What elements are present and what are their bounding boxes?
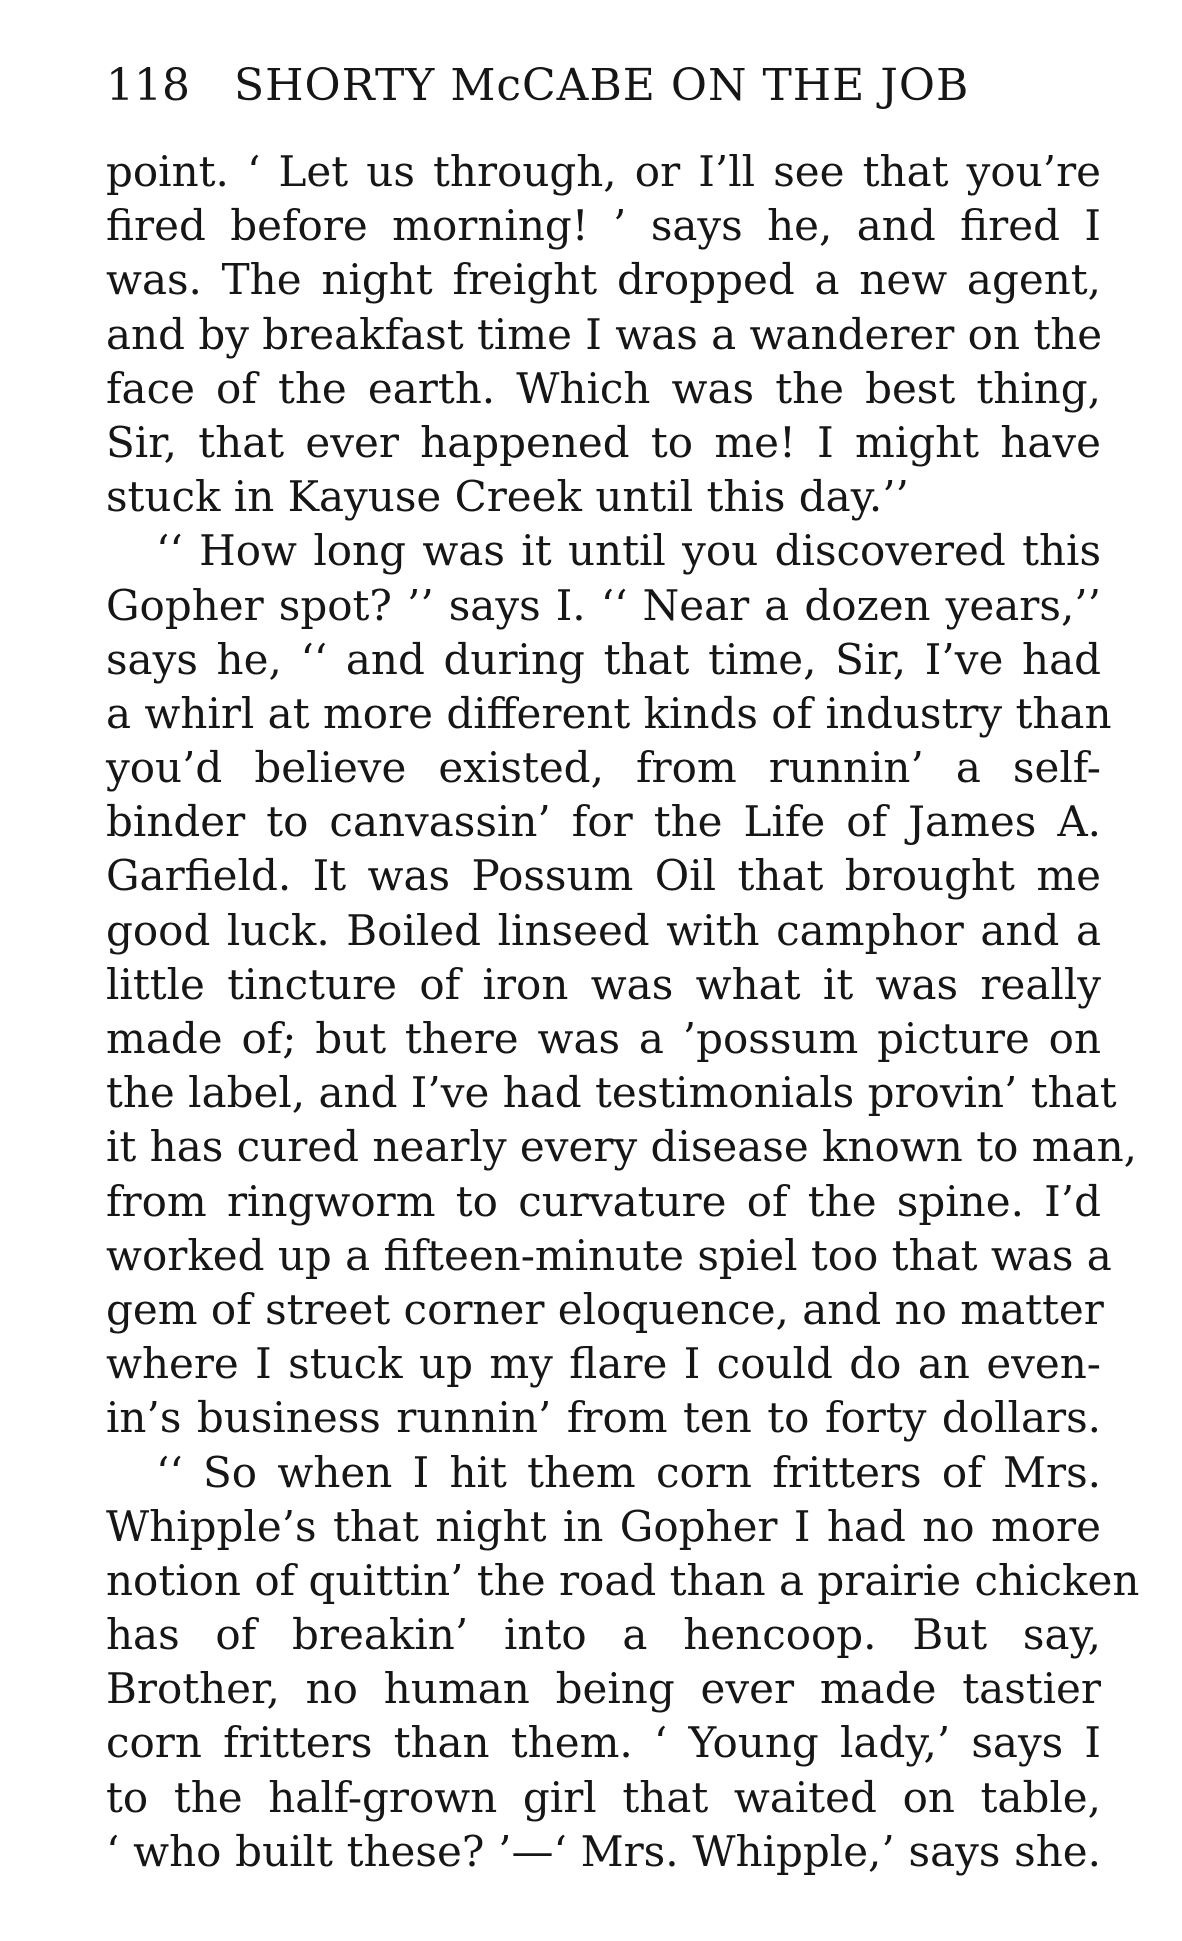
text-line: says he, ‘‘ and during that time, Sir, I’ve had [106,634,1101,684]
text-line: Brother, no human being ever made tastier [106,1664,1101,1714]
text-line: ‘ who built these? ’—‘ Mrs. Whipple,’ says she. [106,1826,1101,1876]
text-line: to the half-grown girl that waited on table, [106,1772,1101,1822]
text-line: ‘‘ So when I hit them corn fritters of Mrs. [156,1447,1101,1497]
text-line: it has cured nearly every disease known to man, [106,1122,1137,1172]
text-line: made of; but there was a ’possum picture on [106,1014,1101,1063]
text-line: Sir, that ever happened to me! I might have [106,417,1101,467]
text-line: stuck in Kayuse Creek until this day.’’ [106,472,909,522]
text-line: Whipple’s that night in Gopher I had no more [106,1501,1101,1551]
text-line: fired before morning! ’ says he, and fired I [106,201,1101,251]
text-line: the label, and I’ve had testimonials provin’ that [106,1068,1117,1118]
text-line: face of the earth. Which was the best thing, [106,363,1101,413]
text-line: point. ‘ Let us through, or I’ll see that you’re [106,147,1101,196]
running-head [106,58,1101,114]
body-text [106,145,1140,1879]
text-line: good luck. Boiled linseed with camphor and a [106,905,1101,955]
running-title: SHORTY McCABE ON THE JOB [234,60,970,111]
text-line: binder to canvassin’ for the Life of James A. [106,797,1101,847]
text-line: from ringworm to curvature of the spine. I’d [106,1176,1101,1226]
text-line: worked up a fifteen-minute spiel too that was a [106,1230,1112,1280]
text-line: ‘‘ How long was it until you discovered this [156,526,1101,576]
text-line: Garfield. It was Possum Oil that brought me [106,851,1101,901]
page-number: 118 [106,60,190,111]
text-line: corn fritters than them. ‘ Young lady,’ says I [106,1718,1101,1768]
text-line: where I stuck up my flare I could do an even- [106,1339,1101,1389]
text-line: you’d believe existed, from runnin’ a self- [106,743,1101,793]
text-line: and by breakfast time I was a wanderer on the [106,309,1103,359]
text-line: a whirl at more different kinds of industry than [106,688,1112,738]
text-line: gem of street corner eloquence, and no matter [106,1284,1104,1334]
text-line: little tincture of iron was what it was really [106,959,1101,1009]
text-line: has of breakin’ into a hencoop. But say, [106,1610,1101,1660]
text-line: was. The night freight dropped a new agent, [106,255,1101,305]
text-line: in’s business runnin’ from ten to forty dollars. [106,1393,1101,1443]
text-line: notion of quittin’ the road than a prairie chicken [106,1555,1140,1605]
text-line: Gopher spot? ’’ says I. ‘‘ Near a dozen years,’’ [106,580,1101,630]
